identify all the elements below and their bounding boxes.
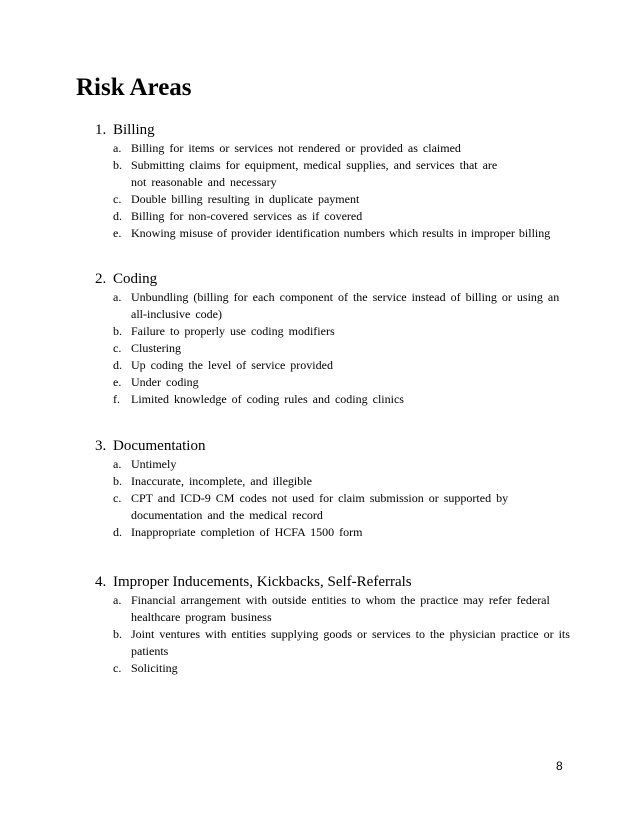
item-letter: b.	[113, 324, 122, 338]
item-letter: d.	[113, 209, 122, 223]
item-letter: a.	[113, 141, 122, 155]
item-letter: a.	[113, 290, 122, 304]
section-heading: Improper Inducements, Kickbacks, Self-Referrals	[113, 574, 412, 590]
item-list	[0, 592, 638, 677]
item-letter: d.	[113, 525, 122, 539]
list-item	[0, 391, 638, 408]
item-text: Billing for non-covered services as if covered	[131, 209, 363, 223]
item-text: Limited knowledge of coding rules and coding clinics	[131, 392, 404, 406]
item-text: Knowing misuse of provider identification numbers which results in improper billing	[131, 226, 551, 240]
list-item	[0, 208, 638, 225]
item-list	[0, 289, 638, 408]
list-item	[0, 473, 638, 490]
list-item	[0, 456, 638, 473]
item-text: Untimely	[131, 457, 177, 471]
list-item	[0, 357, 638, 374]
item-letter: a.	[113, 457, 122, 471]
item-text: Failure to properly use coding modifiers	[131, 324, 335, 338]
item-letter: c.	[113, 661, 122, 675]
list-item	[0, 374, 638, 391]
list-item	[0, 592, 638, 626]
item-letter: c.	[113, 341, 122, 355]
item-text: Clustering	[131, 341, 181, 355]
item-letter: b.	[113, 474, 122, 488]
item-text: Submitting claims for equipment, medical supplies, and services that are not reasonable and necessary	[131, 158, 498, 189]
item-letter: e.	[113, 375, 122, 389]
section-number: 3.	[95, 438, 107, 454]
list-item	[0, 323, 638, 340]
list-item	[0, 626, 638, 660]
list-item	[0, 289, 638, 323]
list-item	[0, 660, 638, 677]
item-letter: a.	[113, 593, 122, 607]
page-title: Risk Areas	[76, 74, 192, 101]
list-item	[0, 524, 638, 541]
item-list	[0, 140, 638, 242]
list-item	[0, 140, 638, 157]
item-text: CPT and ICD-9 CM codes not used for claim submission or supported by documentation and the medical record	[131, 491, 509, 522]
section-number: 2.	[95, 271, 107, 287]
section-heading: Billing	[113, 122, 155, 138]
item-text: Joint ventures with entities supplying goods or services to the physician practice or its patients	[131, 627, 570, 658]
page-number: 8	[556, 759, 563, 773]
item-letter: f.	[113, 392, 120, 406]
item-text: Unbundling (billing for each component of the service instead of billing or using an all-inclusive code)	[131, 290, 560, 321]
list-item	[0, 157, 638, 191]
item-text: Up coding the level of service provided	[131, 358, 333, 372]
item-text: Financial arrangement with outside entities to whom the practice may refer federal healthcare program business	[131, 593, 550, 624]
item-letter: d.	[113, 358, 122, 372]
item-letter: c.	[113, 192, 122, 206]
section-heading: Coding	[113, 271, 158, 287]
item-letter: c.	[113, 491, 122, 505]
item-letter: b.	[113, 627, 122, 641]
list-item	[0, 340, 638, 357]
section-number: 1.	[95, 122, 107, 138]
item-text: Under coding	[131, 375, 199, 389]
item-text: Soliciting	[131, 661, 178, 675]
section-heading: Documentation	[113, 438, 206, 454]
list-item	[0, 191, 638, 208]
item-text: Double billing resulting in duplicate payment	[131, 192, 360, 206]
list-item	[0, 490, 638, 524]
item-list	[0, 456, 638, 541]
item-letter: b.	[113, 158, 122, 172]
item-text: Billing for items or services not rendered or provided as claimed	[131, 141, 461, 155]
item-text: Inappropriate completion of HCFA 1500 form	[131, 525, 363, 539]
item-text: Inaccurate, incomplete, and illegible	[131, 474, 312, 488]
section-number: 4.	[95, 574, 107, 590]
list-item	[0, 225, 638, 242]
item-letter: e.	[113, 226, 122, 240]
